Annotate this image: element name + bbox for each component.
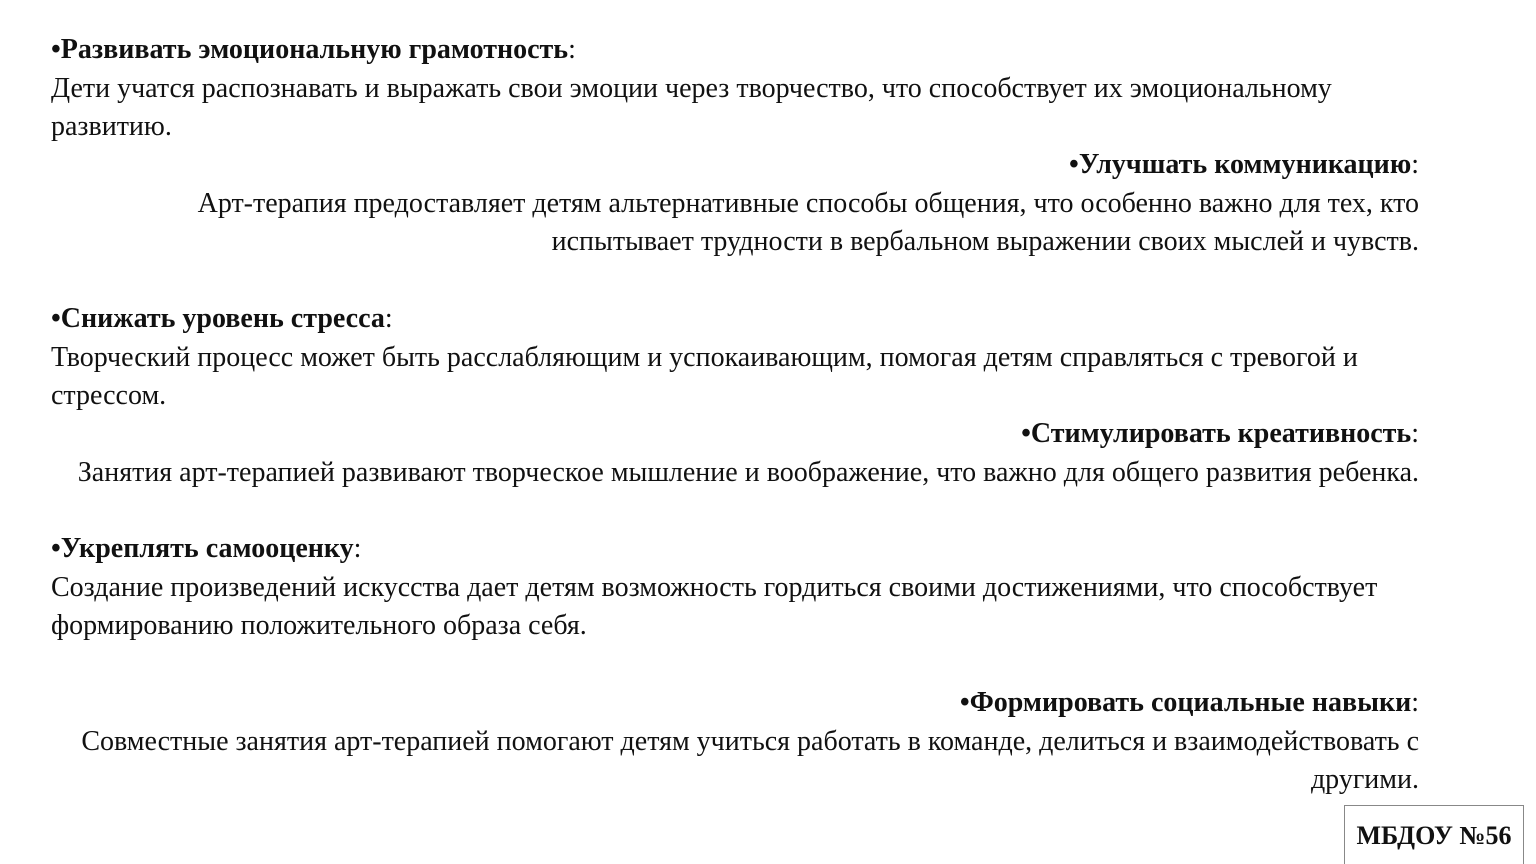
item-heading: •Укреплять самооценку (51, 533, 354, 564)
item-colon: : (1411, 418, 1419, 449)
item-communication (51, 146, 1419, 262)
item-colon: : (1411, 149, 1419, 180)
item-heading: •Развивать эмоциональную грамотность (51, 34, 569, 65)
item-emotional-literacy (51, 31, 1419, 147)
item-heading: •Формировать социальные навыки (959, 687, 1412, 718)
item-colon: : (384, 303, 393, 334)
item-creativity (51, 415, 1419, 492)
item-social-skills (51, 684, 1419, 800)
item-colon: : (568, 34, 576, 65)
item-stress-reduction (51, 300, 1419, 416)
item-heading: •Снижать уровень стресса (51, 303, 385, 334)
item-text: Занятия арт-терапией развивают творческое мышление и воображение, что важно для общего развития ребенка. (77, 456, 1419, 488)
item-heading: •Улучшать коммуникацию (1069, 149, 1412, 180)
institution-badge: МБДОУ №56 (1344, 805, 1524, 864)
item-text: Арт-терапия предоставляет детям альтернативные способы общения, что особенно важно для тех, кто испытывает трудности в вербальном выражении своих мыслей и чувств. (197, 187, 1419, 257)
item-text: Творческий процесс может быть расслабляющим и успокаивающим, помогая детям справляться с тревогой и стрессом. (51, 341, 1358, 411)
item-colon: : (353, 533, 362, 564)
item-self-esteem (51, 530, 1419, 646)
item-text: Создание произведений искусства дает детям возможность гордиться своими достижениями, что способствует формированию положительного образа себя. (51, 571, 1378, 641)
item-colon: : (1411, 687, 1419, 718)
item-text: Совместные занятия арт-терапией помогают детям учиться работать в команде, делиться и взаимодействовать с другими. (81, 725, 1419, 795)
item-heading: •Стимулировать креативность (1021, 418, 1412, 449)
item-text: Дети учатся распознавать и выражать свои эмоции через творчество, что способствует их эмоциональному развитию. (51, 72, 1332, 142)
